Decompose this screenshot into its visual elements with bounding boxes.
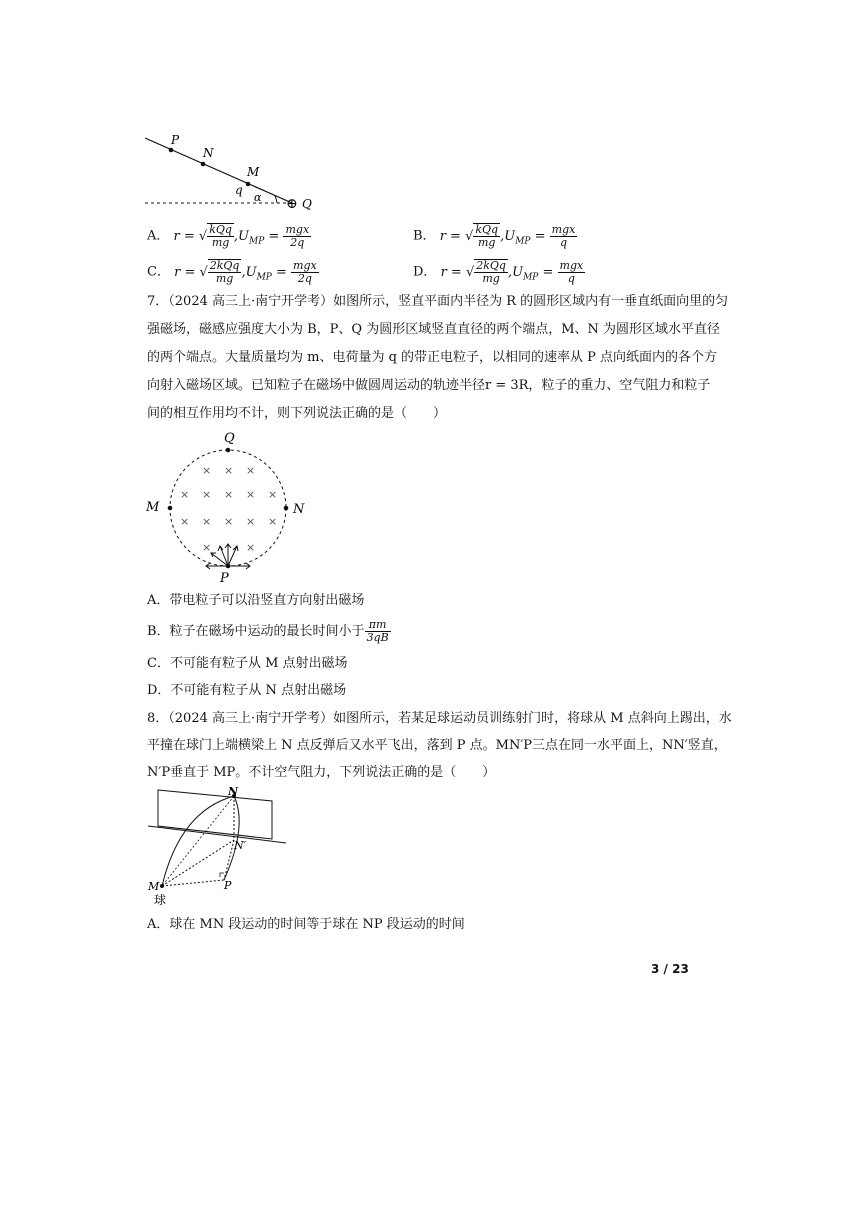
label-alpha: α	[254, 191, 262, 204]
goal-line	[148, 826, 286, 843]
svg-text:×: ×	[224, 488, 234, 501]
svg-text:×: ×	[246, 488, 256, 501]
label-n-prime: N′	[234, 839, 247, 852]
q6-option-a[interactable]: A． r = √ $\frac{\text{kQq}}{mg}$ $,U_{MP}$ = $\frac{\text{mgx}}{2q}$	[147, 222, 310, 249]
label-charge-q: q	[235, 183, 243, 197]
svg-text:×: ×	[224, 464, 234, 477]
label-n: N	[293, 502, 305, 517]
point-p	[169, 148, 174, 153]
q7-line-5: 间的相互作用均不计，则下列说法正确的是（ ）	[147, 406, 447, 421]
point-n	[201, 162, 206, 167]
q7-option-d[interactable]: D．不可能有粒子从 N 点射出磁场	[147, 683, 347, 698]
q7-line-2: 强磁场，磁感应强度大小为 B，P、Q 为圆形区域竖直直径的两个端点，M、N 为圆形区域水平直径	[147, 322, 721, 337]
field-cross-marks	[180, 464, 277, 554]
svg-text:×: ×	[268, 488, 278, 501]
label-ball: 球	[154, 893, 167, 907]
trajectory-np	[224, 796, 239, 880]
label-m: M	[146, 500, 160, 515]
point-m	[246, 182, 251, 187]
point-n	[284, 506, 289, 511]
svg-text:×: ×	[202, 541, 212, 554]
svg-text:×: ×	[202, 488, 212, 501]
point-m	[168, 506, 173, 511]
label-p: P	[171, 133, 180, 147]
q6-option-b[interactable]: B． r = √ $\frac{\text{kQq}}{mg}$ $,U_{MP}$ = $\frac{\text{mgx}}{q}$	[413, 222, 576, 249]
q8-line-1: 8．（2024 高三上·南宁开学考）如图所示，若某足球运动员训练射门时，将球从 M 点斜向上踢出，水	[147, 711, 732, 726]
q6-option-c[interactable]: C． r = √ $\frac{\text{2kQq}}{mg}$ $,U_{MP}$ = $\frac{\text{mgx}}{2q}$	[147, 258, 317, 285]
label-m: M	[148, 880, 160, 893]
line-mn	[162, 796, 234, 886]
svg-text:×: ×	[268, 515, 278, 528]
option-letter: D．	[413, 264, 437, 280]
label-q: Q	[302, 197, 312, 211]
q8-figure	[140, 786, 300, 910]
line-mp	[162, 880, 224, 886]
right-angle-mark	[220, 873, 224, 877]
goal-frame	[158, 790, 272, 839]
q7-option-b[interactable]: B．粒子在磁场中运动的最长时间小于 $\frac{\pi m}{3qB}$	[147, 618, 389, 644]
label-q: Q	[224, 431, 235, 446]
option-letter: A．	[147, 228, 170, 244]
q6-option-d[interactable]: D． r = √ $\frac{\text{2kQq}}{mg}$ $,U_{MP}$ = $\frac{\text{mgx}}{q}$	[413, 258, 584, 285]
label-n: N	[228, 786, 239, 798]
svg-text:×: ×	[246, 541, 256, 554]
alpha-arc	[275, 196, 277, 203]
q8-line-3: N′P垂直于 MP。不计空气阻力，下列说法正确的是（ ）	[147, 765, 496, 780]
svg-text:×: ×	[202, 515, 212, 528]
q7-line-4: 向射入磁场区域。已知粒子在磁场中做圆周运动的轨迹半径r = 3R，粒子的重力、空气阻力和粒子	[147, 378, 711, 393]
velocity-arrows	[206, 544, 250, 569]
positive-charge-symbol: ⊕	[286, 196, 298, 212]
label-n: N	[203, 146, 214, 160]
svg-text:×: ×	[246, 464, 256, 477]
svg-text:×: ×	[202, 464, 212, 477]
q6-figure	[140, 128, 330, 218]
svg-text:×: ×	[246, 515, 256, 528]
svg-text:×: ×	[180, 488, 190, 501]
q7-option-a[interactable]: A．带电粒子可以沿竖直方向射出磁场	[147, 593, 365, 608]
page-number: 3 / 23	[651, 962, 689, 976]
option-letter: C．	[147, 264, 170, 280]
option-letter: B．	[413, 228, 436, 244]
label-p: P	[220, 571, 229, 585]
q7-line-3: 的两个端点。大量质量均为 m、电荷量为 q 的带正电粒子，以相同的速率从 P 点向纸面内的各个方	[147, 350, 718, 365]
q7-line-1: 7．（2024 高三上·南宁开学考）如图所示，竖直平面内半径为 R 的圆形区域内有一垂直纸面向里的匀	[147, 294, 729, 309]
svg-text:×: ×	[224, 515, 234, 528]
label-m: M	[247, 165, 260, 179]
q8-line-2: 平撞在球门上端横梁上 N 点反弹后又水平飞出，落到 P 点。MN′P三点在同一水平面上，NN′竖直，	[147, 738, 727, 753]
q8-option-a[interactable]: A．球在 MN 段运动的时间等于球在 NP 段运动的时间	[147, 917, 465, 932]
line-n-prime-p	[224, 840, 234, 880]
incline-line	[145, 138, 292, 203]
label-p: P	[224, 879, 232, 892]
point-q	[226, 448, 231, 453]
q7-option-c[interactable]: C．不可能有粒子从 M 点射出磁场	[147, 656, 348, 671]
svg-text:×: ×	[180, 515, 190, 528]
q7-figure	[140, 425, 320, 585]
